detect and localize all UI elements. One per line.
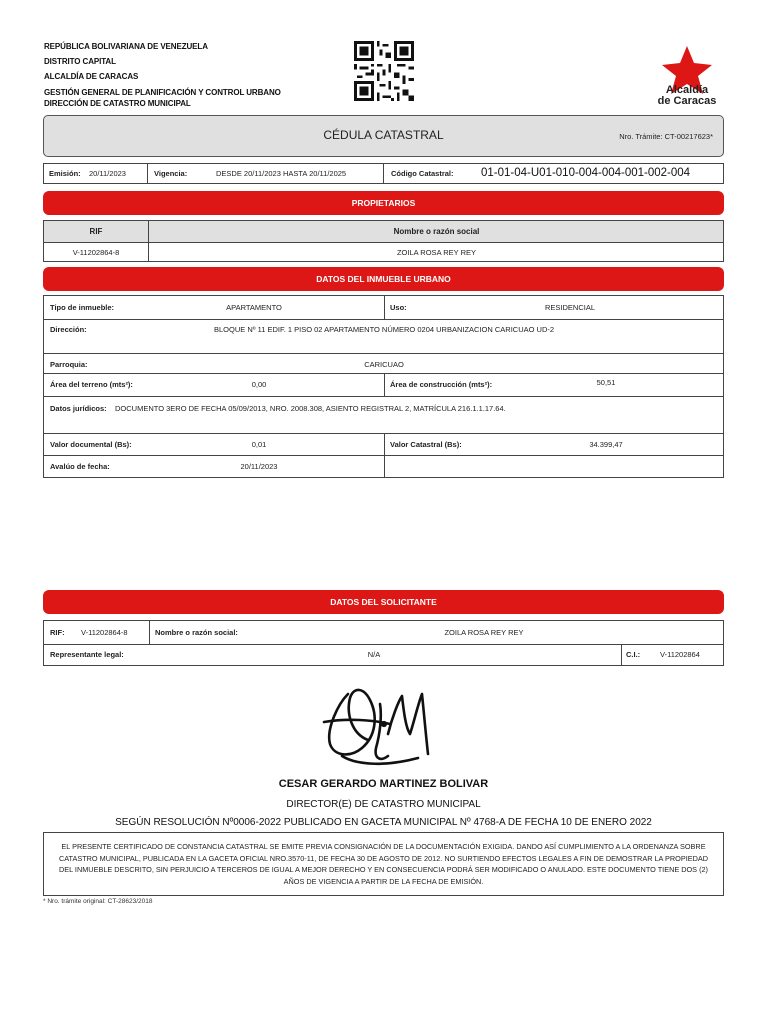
signer-name: CESAR GERARDO MARTINEZ BOLIVAR — [278, 778, 489, 790]
solicitante-nombre-value: ZOILA ROSA REY REY — [444, 628, 524, 637]
propietario-nombre: ZOILA ROSA REY REY — [396, 248, 477, 257]
title-box — [43, 115, 724, 157]
header-line-alcaldia: ALCALDÍA DE CARACAS — [44, 72, 139, 81]
uso-label: Uso: — [390, 303, 407, 312]
valor-catastral-label: Valor Catastral (Bs): — [390, 440, 462, 449]
inmueble-heading: DATOS DEL INMUEBLE URBANO — [43, 267, 724, 291]
solicitante-heading: DATOS DEL SOLICITANTE — [43, 590, 724, 614]
legal-disclaimer: EL PRESENTE CERTIFICADO DE CONSTANCIA CATASTRAL SE EMITE PREVIA CONSIGNACIÓN DE LA DOCUMENTACIÓN EXIGIDA. DANDO ASÍ CUMPLIMIENTO A LA ORDENANZA SOBRE CATASTRO MUNICIPAL, PUBLICADA EN LA GACETA OFICIAL NRO.3570-11, DE FECHA 30 DE AGOSTO DE 2012. NO SURTIENDO EFECTOS LEGALES A FIN DE DEMOSTRAR LA PROPIEDAD DEL INMUEBLE DESCRITO, SIN PERJUICIO A TERCEROS DE IGUAL A MEJOR DERECHO Y EN CONSECUENCIA PODRÁ SER MODIFICADO O ANULADO. ESTE DOCUMENTO TIENE DOS (2) AÑOS DE VIGENCIA A PARTIR DE LA FECHA DE EMISIÓN. — [43, 832, 724, 896]
tipo-label: Tipo de inmueble: — [50, 303, 115, 312]
representante-label: Representante legal: — [50, 650, 124, 659]
uso-value: RESIDENCIAL — [544, 303, 595, 312]
ci-label: C.I.: — [626, 650, 641, 659]
solicitante-rif-label: RIF: — [50, 628, 65, 637]
signer-role: DIRECTOR(E) DE CATASTRO MUNICIPAL — [286, 799, 481, 810]
qr-code — [354, 41, 414, 101]
avaluo-value: 20/11/2023 — [240, 462, 278, 471]
signature — [318, 674, 438, 774]
footnote: * Nro. trámite original: CT-28623/2018 — [43, 898, 153, 905]
terreno-label: Área del terreno (mts²): — [50, 380, 133, 389]
col-nombre-header: Nombre o razón social — [393, 227, 480, 236]
solicitante-nombre-label: Nombre o razón social: — [155, 628, 238, 637]
avaluo-label: Avalúo de fecha: — [50, 462, 110, 471]
header-line-gestion: GESTIÓN GENERAL DE PLANIFICACIÓN Y CONTROL URBANO — [44, 88, 281, 97]
construccion-value: 50,51 — [596, 378, 616, 387]
info-row — [43, 163, 724, 184]
tipo-value: APARTAMENTO — [226, 303, 282, 312]
document-title: CÉDULA CATASTRAL — [323, 128, 444, 142]
juridicos-value: DOCUMENTO 3ERO DE FECHA 05/09/2013, NRO. 2008.308, ASIENTO REGISTRAL 2, MATRÍCULA 216.1.1.17.64. — [115, 404, 506, 413]
representante-value: N/A — [367, 650, 381, 659]
terreno-value: 0,00 — [251, 380, 267, 389]
emision-label: Emisión: — [49, 169, 81, 178]
header-line-republica: REPÚBLICA BOLIVARIANA DE VENEZUELA — [44, 42, 208, 51]
vigencia-value: DESDE 20/11/2023 HASTA 20/11/2025 — [216, 169, 347, 178]
codigo-catastral-label: Código Catastral: — [391, 169, 454, 178]
header-line-direccion: DIRECCIÓN DE CATASTRO MUNICIPAL — [44, 99, 191, 108]
valor-documental-label: Valor documental (Bs): — [50, 440, 132, 449]
logo-text-line1: Alcaldía — [665, 84, 709, 96]
codigo-catastral-value: 01-01-04-U01-010-004-004-001-002-004 — [481, 167, 691, 179]
header-line-distrito: DISTRITO CAPITAL — [44, 57, 116, 66]
juridicos-label: Datos jurídicos: — [50, 404, 107, 413]
parroquia-label: Parroquia: — [50, 360, 88, 369]
direccion-value: BLOQUE Nº 11 EDIF. 1 PISO 02 APARTAMENTO NÚMERO 0204 URBANIZACION CARICUAO UD-2 — [214, 325, 555, 334]
col-rif-header: RIF — [89, 227, 103, 236]
propietarios-table — [43, 220, 724, 262]
construccion-label: Área de construcción (mts²): — [390, 380, 493, 389]
vigencia-label: Vigencia: — [154, 169, 188, 178]
emision-value: 20/11/2023 — [89, 169, 126, 178]
parroquia-value: CARICUAO — [364, 360, 404, 369]
valor-documental-value: 0,01 — [251, 440, 267, 449]
valor-catastral-value: 34.399,47 — [589, 440, 623, 449]
propietario-rif: V-11202864-8 — [72, 248, 120, 257]
logo-text-line2: de Caracas — [657, 95, 717, 107]
ci-value: V-11202864 — [660, 650, 700, 659]
tramite-number: Nro. Trámite: CT-00217623* — [619, 132, 713, 141]
propietarios-heading: PROPIETARIOS — [43, 191, 724, 215]
solicitante-table — [43, 620, 724, 666]
direccion-label: Dirección: — [50, 325, 87, 334]
inmueble-table — [43, 295, 724, 478]
signer-resolution: SEGÚN RESOLUCIÓN Nº0006-2022 PUBLICADO EN GACETA MUNICIPAL Nº 4768-A DE FECHA 10 DE ENERO 2022 — [115, 817, 652, 828]
solicitante-rif-value: V-11202864-8 — [81, 628, 128, 637]
